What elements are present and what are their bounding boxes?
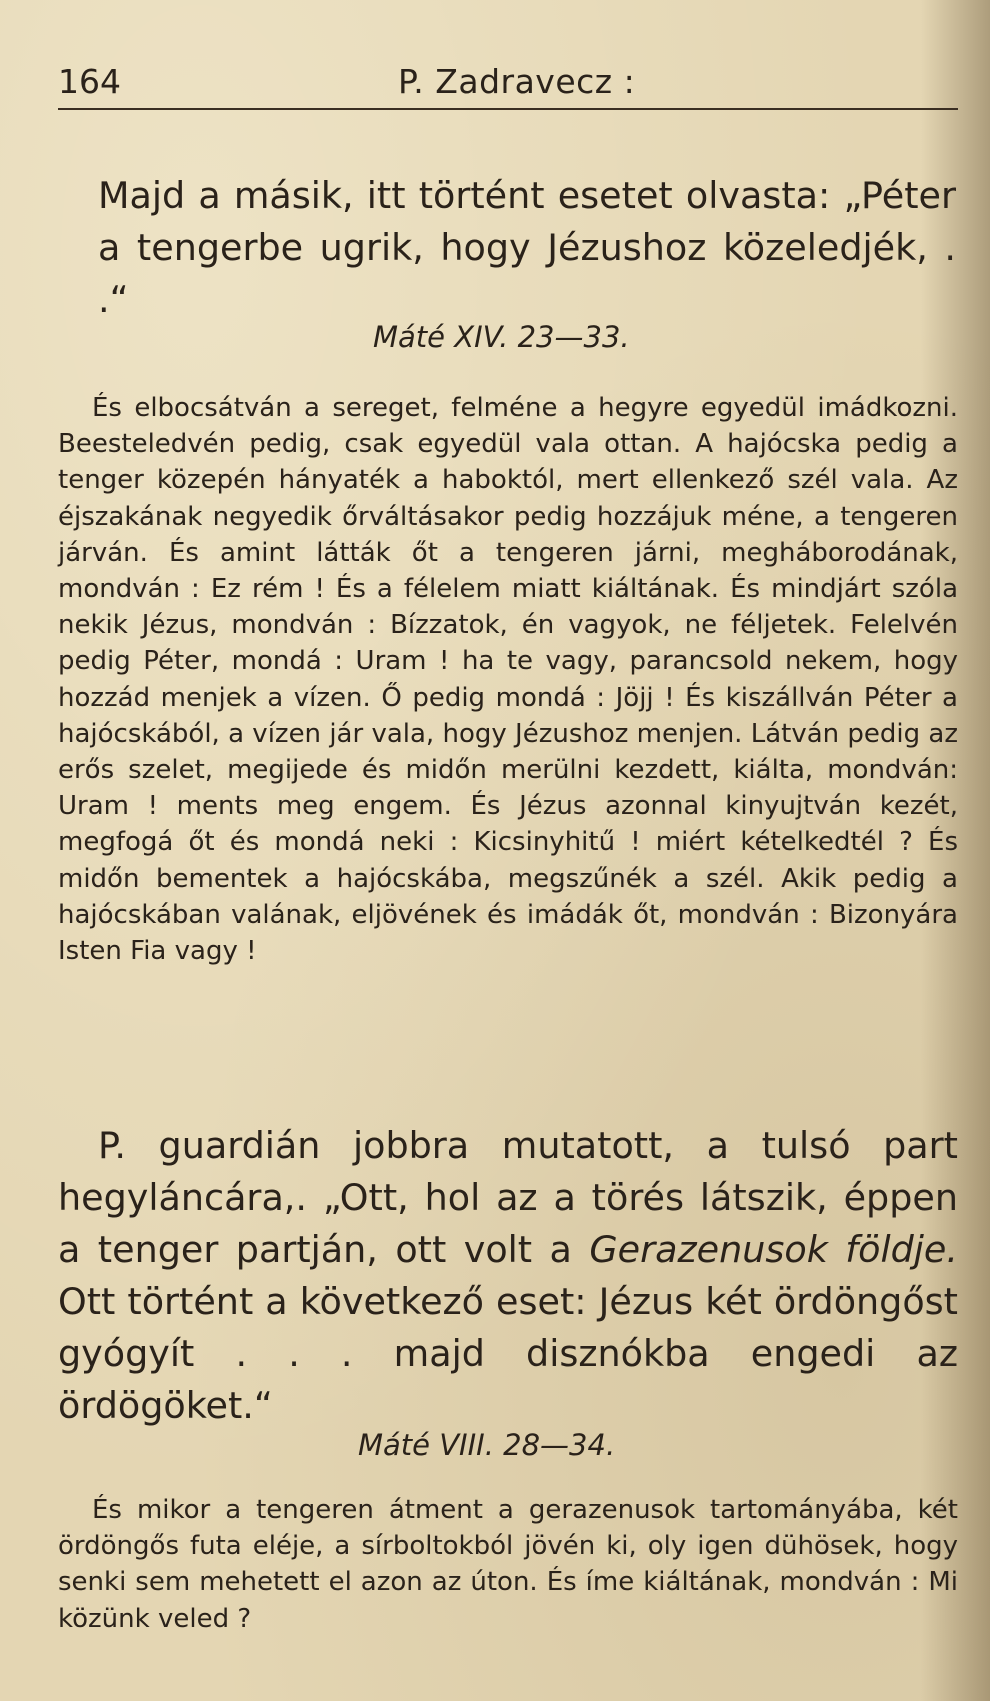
book-page [58, 0, 968, 1701]
citation-matthew-14: Máté XIV. 23—33. [373, 320, 630, 354]
narration-emphasis: Gerazenusok földje. [589, 1228, 958, 1271]
header-rule [58, 108, 958, 110]
running-title: P. Zadravecz : [398, 62, 636, 101]
scripture-passage-1: És elbocsátván a sereget, felméne a hegyre egyedül imádkozni. Beesteledvén pedig, csak egyedül vala ottan. A hajócska pedig a tenger közepén hányaték a haboktól, mert ellenkező szél vala. Az éjszakának negyedik őrváltásakor pedig hozzájuk méne, a tengeren járván. És amint látták őt a tengeren járni, megháborodának, mondván : Ez rém ! És a félelem miatt kiáltának. És mindjárt szóla nekik Jézus, mondván : Bízzatok, én vagyok, ne féljetek. Felelvén pedig Péter, mondá : Uram ! ha te vagy, parancsold nekem, hogy hozzád menjek a vízen. Ő pedig mondá : Jöjj ! És kiszállván Péter a hajócskából, a vízen jár vala, hogy Jézushoz menjen. Látván pedig az erős szelet, megijede és midőn merülni kezdett, kiálta, mondván: Uram ! ments meg engem. És Jézus azonnal kinyujtván kezét, megfogá őt és mondá neki : Kicsinyhitű ! miért kételkedtél ? És midőn bementek a hajócskába, megszűnék a szél. Akik pedig a hajócskában valának, eljövének és imádák őt, mondván : Bizonyára Isten Fia vagy ! [58, 393, 958, 967]
narration-text-after: Ott történt a következő eset: Jézus két ördöngőst gyógyít . . . majd disznókba engedi az ördögöket.“ [58, 1280, 958, 1427]
scripture-passage-2: És mikor a tengeren átment a gerazenusok tartományába, két ördöngős futa eléje, a sírboltokból jövén ki, oly igen dühösek, hogy senki sem mehetett el azon az úton. És íme kiáltának, mondván : Mi közünk veled ? [58, 1495, 958, 1634]
running-head [58, 48, 968, 101]
narration-paragraph [58, 1120, 958, 1432]
page-number: 164 [58, 62, 121, 101]
citation-matthew-8: Máté VIII. 28—34. [358, 1428, 616, 1462]
narration-text-before: P. guardián jobbra mutatott, a tulsó part hegyláncára,. „Ott, hol az a törés látszik, éppen a tenger partján, ott volt a [58, 1124, 958, 1271]
intro-paragraph: Majd a másik, itt történt esetet olvasta: „Péter a tengerbe ugrik, hogy Jézushoz közeledjék, . .“ [98, 174, 956, 321]
